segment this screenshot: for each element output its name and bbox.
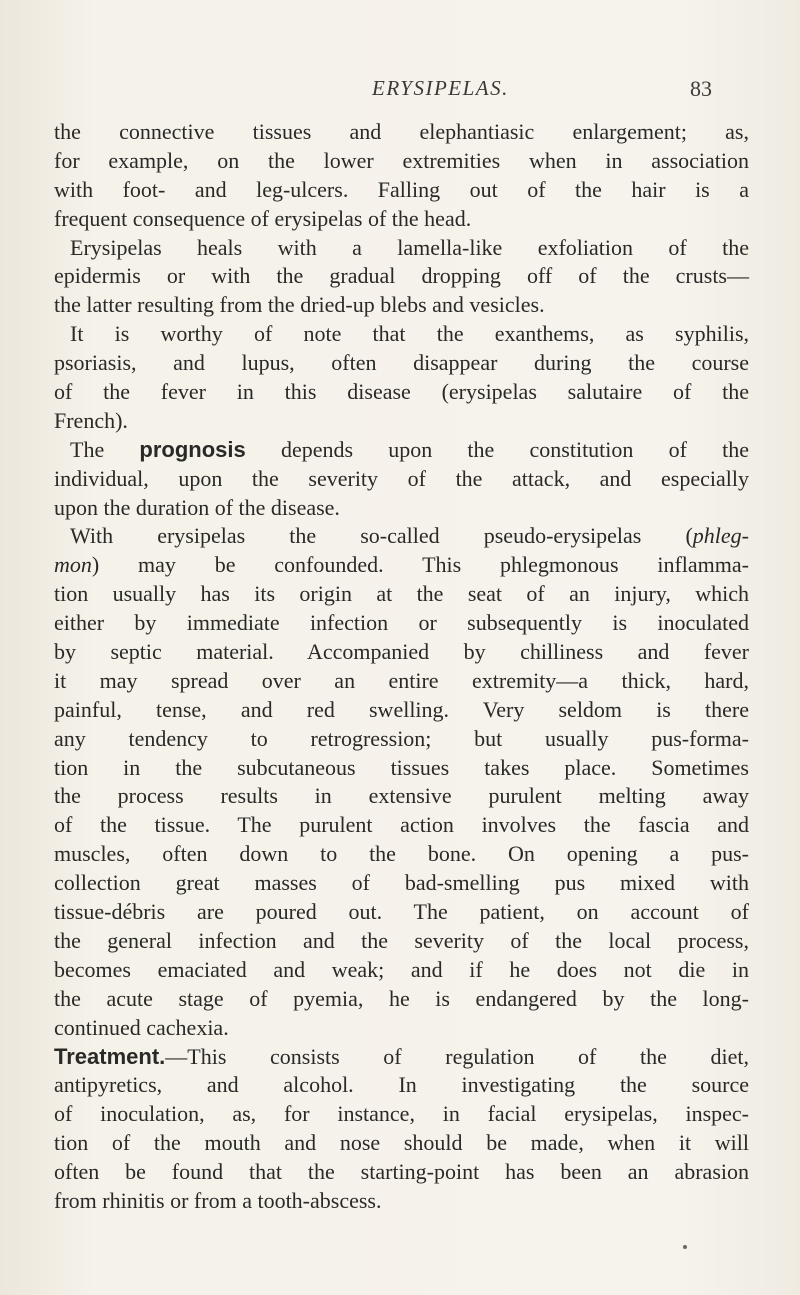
paragraph-first-line [54, 1043, 749, 1072]
paragraph-first-line: Erysipelas heals with a lamella-like exfoliation of the [70, 234, 749, 260]
ink-speck [683, 1245, 687, 1249]
text-run: —This consists of regulation of the diet, [165, 1043, 749, 1069]
paragraph-first-line [54, 436, 749, 465]
paragraph-first-line [54, 522, 749, 551]
text-line: for example, on the lower extremities when in association [54, 147, 749, 173]
text-line: tion of the mouth and nose should be made, when it will [54, 1130, 749, 1156]
text-run: depends upon the constitution of the [245, 436, 750, 462]
text-line: antipyretics, and alcohol. In investigating the source [54, 1072, 749, 1098]
text-line: the latter resulting from the dried-up blebs and vesicles. [54, 292, 545, 318]
text-line: the acute stage of pyemia, he is endangered by the long- [54, 985, 749, 1011]
text-line: psoriasis, and lupus, often disappear during the course [54, 350, 749, 376]
body-text [54, 118, 749, 1216]
running-head [0, 76, 800, 106]
run-in-heading-treatment: Treatment. [54, 1043, 166, 1069]
text-line: tion in the subcutaneous tissues takes place. Sometimes [54, 754, 749, 780]
text-line: French). [54, 407, 128, 433]
text-line: muscles, often down to the bone. On opening a pus- [54, 841, 749, 867]
text-line: upon the duration of the disease. [54, 494, 340, 520]
text-line: by septic material. Accompanied by chilliness and fever [54, 639, 749, 665]
text-line: tissue-débris are poured out. The patient, on account of [54, 899, 749, 925]
text-run: ) may be confounded. This phlegmonous inflamma- [91, 552, 749, 578]
text-line: becomes emaciated and weak; and if he does not die in [54, 956, 749, 982]
text-line: it may spread over an entire extremity—a thick, hard, [54, 667, 749, 693]
text-line: the connective tissues and elephantiasic enlargement; as, [54, 119, 749, 144]
text-run: With erysipelas the so-called pseudo-erysipelas ( [70, 523, 693, 549]
text-line: often be found that the starting-point has been an abrasion [54, 1159, 749, 1185]
text-line: of the tissue. The purulent action involves the fascia and [54, 812, 749, 838]
page-number: 83 [690, 76, 712, 101]
text-line: tion usually has its origin at the seat of an injury, which [54, 581, 749, 607]
text-line: individual, upon the severity of the attack, and especially [54, 465, 749, 491]
text-line: continued cachexia. [54, 1014, 229, 1040]
text-line: frequent consequence of erysipelas of the head. [54, 205, 472, 231]
text-line: epidermis or with the gradual dropping off of the crusts— [54, 263, 749, 289]
text-line: from rhinitis or from a tooth-abscess. [54, 1187, 382, 1213]
text-line: of inoculation, as, for instance, in facial erysipelas, inspec- [54, 1101, 749, 1127]
paragraph-first-line: It is worthy of note that the exanthems, as syphilis, [70, 321, 749, 347]
text-line: the process results in extensive purulent melting away [54, 783, 749, 809]
italic-term: mon [54, 552, 92, 578]
italic-term: phleg- [692, 523, 749, 549]
text-line: any tendency to retrogression; but usually pus-forma- [54, 725, 749, 751]
running-title: ERYSIPELAS. [372, 76, 509, 100]
text-line: the general infection and the severity of the local process, [54, 927, 749, 953]
text-line [54, 551, 749, 580]
text-line: collection great masses of bad-smelling pus mixed with [54, 870, 749, 896]
text-line: of the fever in this disease (erysipelas salutaire of the [54, 379, 749, 405]
text-line: with foot- and leg-ulcers. Falling out of the hair is a [54, 176, 749, 202]
text-line: painful, tense, and red swelling. Very seldom is there [54, 696, 749, 722]
text-line: either by immediate infection or subsequently is inoculated [54, 610, 749, 636]
text-run: The [70, 436, 140, 462]
run-in-heading-prognosis: prognosis [139, 436, 246, 462]
